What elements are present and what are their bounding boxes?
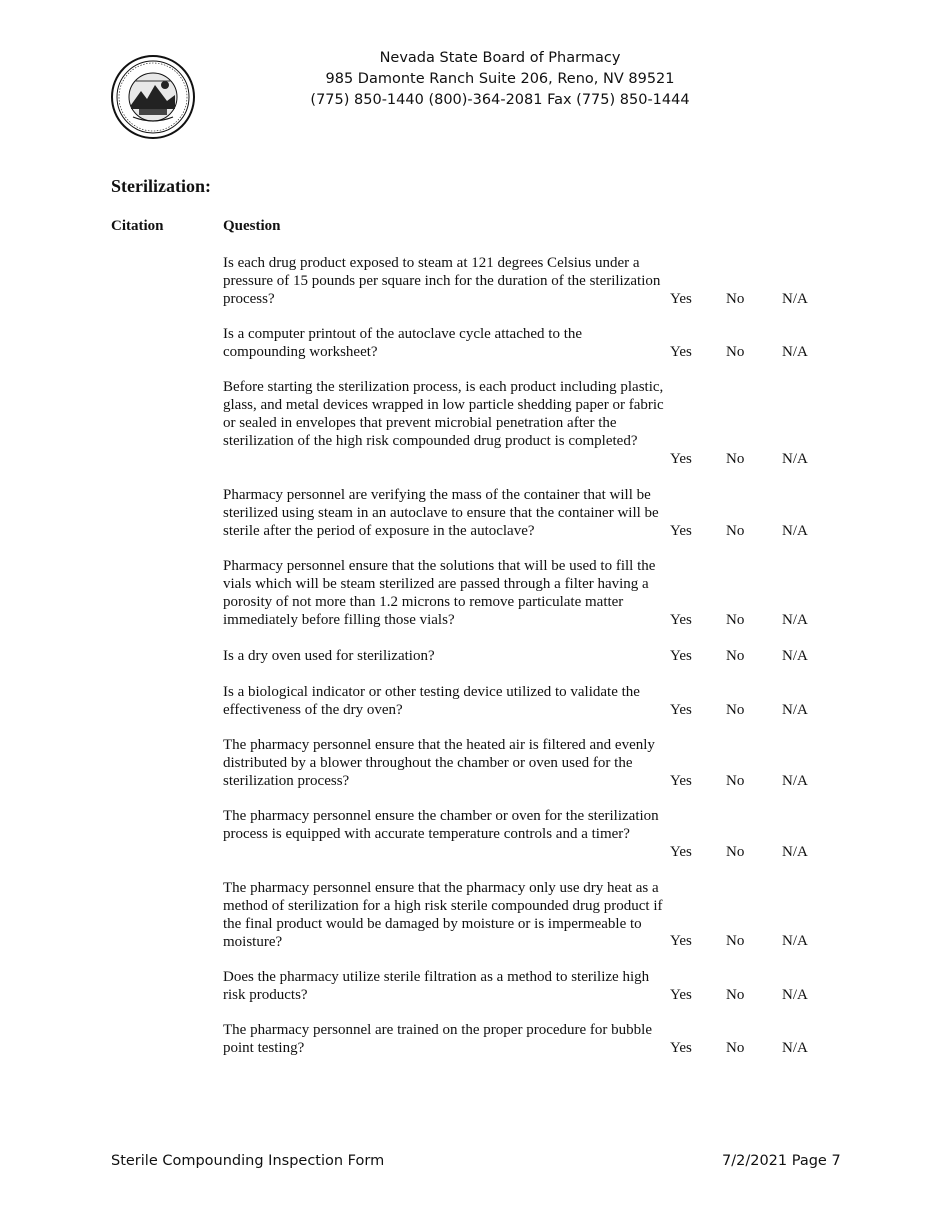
answer-no[interactable]: No [726, 844, 745, 860]
answer-yes[interactable]: Yes [670, 773, 692, 789]
answer-na[interactable]: N/A [782, 844, 808, 860]
answer-no[interactable]: No [726, 987, 745, 1003]
question-text: Pharmacy personnel are verifying the mass of the container that will be sterilized using steam in an autoclave to ensure that the container will be sterile after the period of exposure in the autoclave? [223, 487, 659, 539]
footer-date-page: 7/2/2021 Page 7 [722, 1153, 841, 1169]
answer-no[interactable]: No [726, 702, 745, 718]
question-text: Is each drug product exposed to steam at 121 degrees Celsius under a pressure of 15 pounds per square inch for the duration of the sterilization process? [223, 255, 661, 307]
answer-na[interactable]: N/A [782, 773, 808, 789]
answer-yes[interactable]: Yes [670, 702, 692, 718]
section-title: Sterilization: [111, 176, 211, 196]
answer-na[interactable]: N/A [782, 344, 808, 360]
answer-yes[interactable]: Yes [670, 291, 692, 307]
answer-no[interactable]: No [726, 291, 745, 307]
answer-na[interactable]: N/A [782, 648, 808, 664]
state-seal-logo [111, 55, 195, 139]
answer-no[interactable]: No [726, 451, 745, 467]
answer-na[interactable]: N/A [782, 933, 808, 949]
answer-yes[interactable]: Yes [670, 523, 692, 539]
board-phone: (775) 850-1440 (800)-364-2081 Fax (775) 850-1444 [310, 92, 690, 108]
answer-na[interactable]: N/A [782, 523, 808, 539]
answer-na[interactable]: N/A [782, 987, 808, 1003]
question-text: Is a computer printout of the autoclave cycle attached to the compounding worksheet? [223, 326, 583, 360]
answer-no[interactable]: No [726, 612, 745, 628]
board-header [300, 48, 700, 111]
answer-na[interactable]: N/A [782, 612, 808, 628]
answer-no[interactable]: No [726, 1040, 745, 1056]
answer-no[interactable]: No [726, 933, 745, 949]
answer-na[interactable]: N/A [782, 451, 808, 467]
answer-yes[interactable]: Yes [670, 344, 692, 360]
answer-na[interactable]: N/A [782, 291, 808, 307]
question-text: The pharmacy personnel ensure the chamber or oven for the sterilization process is equipped with accurate temperature controls and a timer? [223, 808, 659, 842]
answer-no[interactable]: No [726, 344, 745, 360]
question-text: The pharmacy personnel are trained on the proper procedure for bubble point testing? [223, 1022, 652, 1056]
board-name: Nevada State Board of Pharmacy [379, 50, 621, 66]
question-text: Pharmacy personnel ensure that the solutions that will be used to fill the vials which will be steam sterilized are passed through a filter having a porosity of not more than 1.2 microns to remove particulate matter immediately before filling those vials? [223, 558, 656, 628]
answer-yes[interactable]: Yes [670, 648, 692, 664]
answer-no[interactable]: No [726, 523, 745, 539]
question-text: Is a dry oven used for sterilization? [223, 648, 435, 664]
footer-form-title: Sterile Compounding Inspection Form [111, 1153, 385, 1169]
answer-yes[interactable]: Yes [670, 612, 692, 628]
board-address: 985 Damonte Ranch Suite 206, Reno, NV 89521 [325, 71, 675, 87]
question-text: The pharmacy personnel ensure that the pharmacy only use dry heat as a method of sterilization for a high risk sterile compounded drug product if the final product would be damaged by moisture or is impermeable to moisture? [223, 880, 663, 950]
answer-yes[interactable]: Yes [670, 844, 692, 860]
citation-column-header: Citation [111, 218, 164, 234]
answer-no[interactable]: No [726, 773, 745, 789]
question-text: Before starting the sterilization process, is each product including plastic, glass, and metal devices wrapped in low particle shedding paper or fabric or sealed in envelopes that prevent microbial penetration after the sterilization of the high risk compounded drug product is completed? [223, 379, 664, 449]
answer-na[interactable]: N/A [782, 702, 808, 718]
answer-na[interactable]: N/A [782, 1040, 808, 1056]
question-text: Does the pharmacy utilize sterile filtration as a method to sterilize high risk products? [223, 969, 650, 1003]
answer-yes[interactable]: Yes [670, 933, 692, 949]
answer-yes[interactable]: Yes [670, 987, 692, 1003]
question-text: Is a biological indicator or other testing device utilized to validate the effectiveness of the dry oven? [223, 684, 640, 718]
question-column-header: Question [223, 218, 281, 234]
question-text: The pharmacy personnel ensure that the heated air is filtered and evenly distributed by a blower throughout the chamber or oven used for the sterilization process? [223, 737, 655, 789]
answer-no[interactable]: No [726, 648, 745, 664]
answer-yes[interactable]: Yes [670, 1040, 692, 1056]
answer-yes[interactable]: Yes [670, 451, 692, 467]
